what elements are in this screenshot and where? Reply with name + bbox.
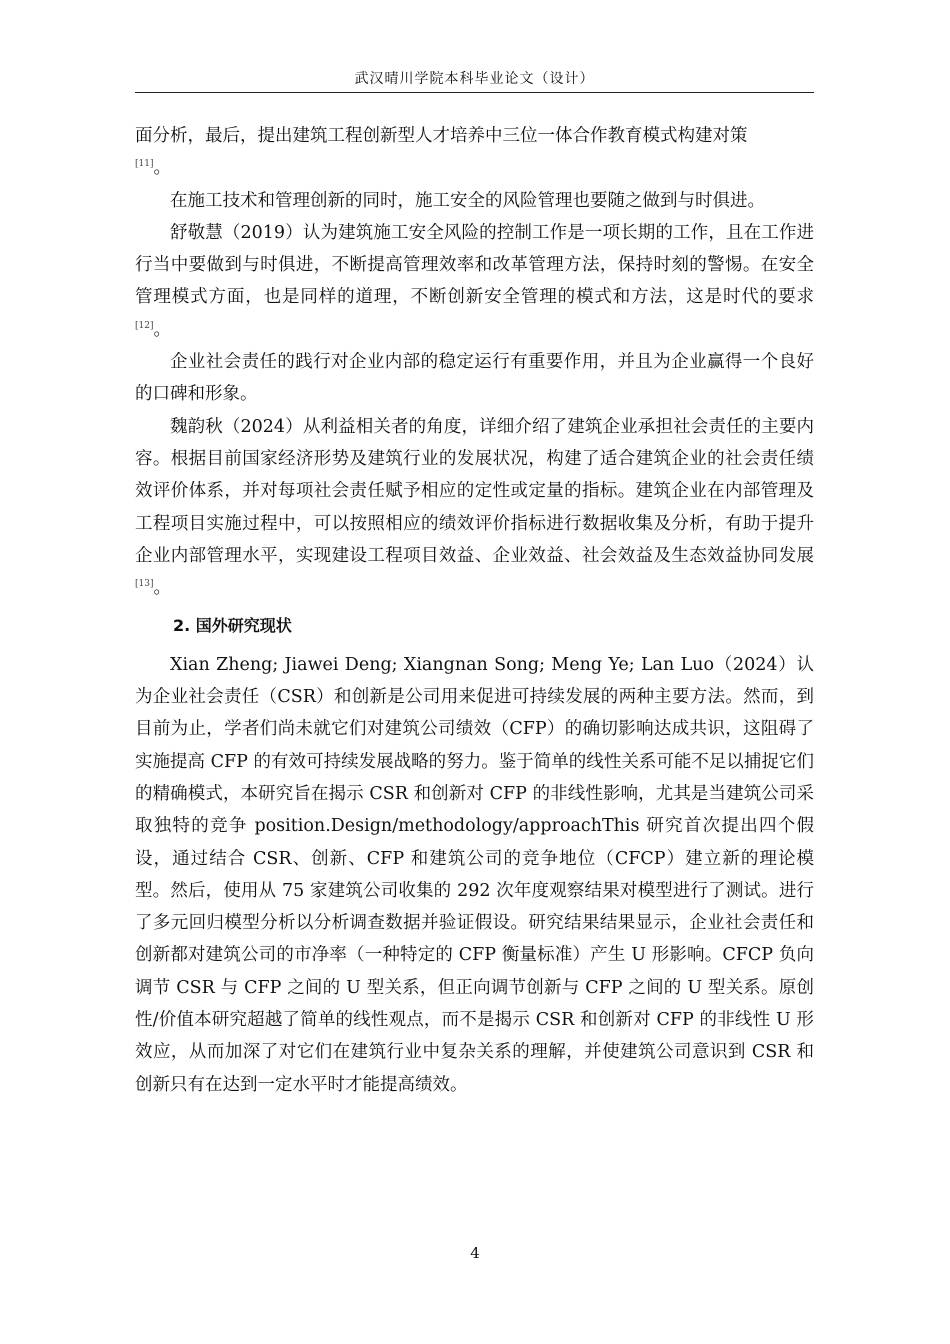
paragraph-2: 在施工技术和管理创新的同时，施工安全的风险管理也要随之做到与时俱进。 xyxy=(170,190,765,211)
paragraph-3-end: 。 xyxy=(153,319,171,340)
paragraph-6: Xian Zheng; Jiawei Deng; Xiangnan Song; Meng Ye; Lan Luo（2024）认为企业社会责任（CSR）和创新是公司用来促进可持续发展的两种主要方法。然而，到目前为止，学者们尚未就它们对建筑公司绩效（CFP）的确切影响达成共识，这阻碍了实施提高 CFP 的有效可持续发展战略的努力。鉴于简单的线性关系可能不足以捕捉它们的精确模式，本研究旨在揭示 CSR 和创新对 CFP 的非线性影响，尤其是当建筑公司采取独特的竞争 position.Design/methodology/approachThis 研究首次提出四个假设，通过结合 CSR、创新、CFP 和建筑公司的竞争地位（CFCP）建立新的理论模型。然后，使用从 75 家建筑公司收集的 292 次年度观察结果对模型进行了测试。进行了多元回归模型分析以分析调查数据并验证假设。研究结果结果显示，企业社会责任和创新都对建筑公司的市净率（一种特定的 CFP 衡量标准）产生 U 形影响。CFCP 负向调节 CSR 与 CFP 之间的 U 型关系，但正向调节创新与 CFP 之间的 U 型关系。原创性/价值本研究超越了简单的线性观点，而不是揭示 CSR 和创新对 CFP 的非线性 U 形效应，从而加深了对它们在建筑行业中复杂关系的理解，并使建筑公司意识到 CSR 和创新只有在达到一定水平时才能提高绩效。 xyxy=(135,654,814,1095)
header-divider xyxy=(135,92,814,93)
page-header: 武汉晴川学院本科毕业论文（设计） xyxy=(354,71,595,87)
paragraph-1-end: 。 xyxy=(153,158,171,179)
paragraph-5-end: 。 xyxy=(153,578,171,599)
paragraph-1 xyxy=(135,120,814,185)
paragraph-5-text: 魏韵秋（2024）从利益相关者的角度，详细介绍了建筑企业承担社会责任的主要内容。根据目前国家经济形势及建筑行业的发展状况，构建了适合建筑企业的社会责任绩效评价体系，并对每项社会责任赋予相应的定性或定量的指标。建筑企业在内部管理及工程项目实施过程中，可以按照相应的绩效评价指标进行数据收集及分析，有助于提升企业内部管理水平，实现建设工程项目效益、企业效益、社会效益及生态效益协同发展 xyxy=(135,416,814,566)
paragraph-4: 企业社会责任的践行对企业内部的稳定运行有重要作用，并且为企业赢得一个良好的口碑和形象。 xyxy=(135,352,814,405)
body-text xyxy=(135,120,814,1101)
section-heading: 2. 国外研究现状 xyxy=(173,616,292,636)
paragraph-3 xyxy=(135,217,814,346)
citation-12: [12] xyxy=(135,320,154,331)
paragraph-3-text: 舒敬慧（2019）认为建筑施工安全风险的控制工作是一项长期的工作，且在工作进行当中要做到与时俱进，不断提高管理效率和改革管理方法，保持时刻的警惕。在安全管理模式方面，也是同样的道理，不断创新安全管理的模式和方法，这是时代的要求 xyxy=(135,222,814,308)
page-number: 4 xyxy=(470,1244,480,1262)
citation-11: [11] xyxy=(135,159,154,170)
paragraph-1-text: 面分析，最后，提出建筑工程创新型人才培养中三位一体合作教育模式构建对策 xyxy=(135,126,748,146)
paragraph-5 xyxy=(135,411,814,605)
citation-13: [13] xyxy=(135,579,154,590)
